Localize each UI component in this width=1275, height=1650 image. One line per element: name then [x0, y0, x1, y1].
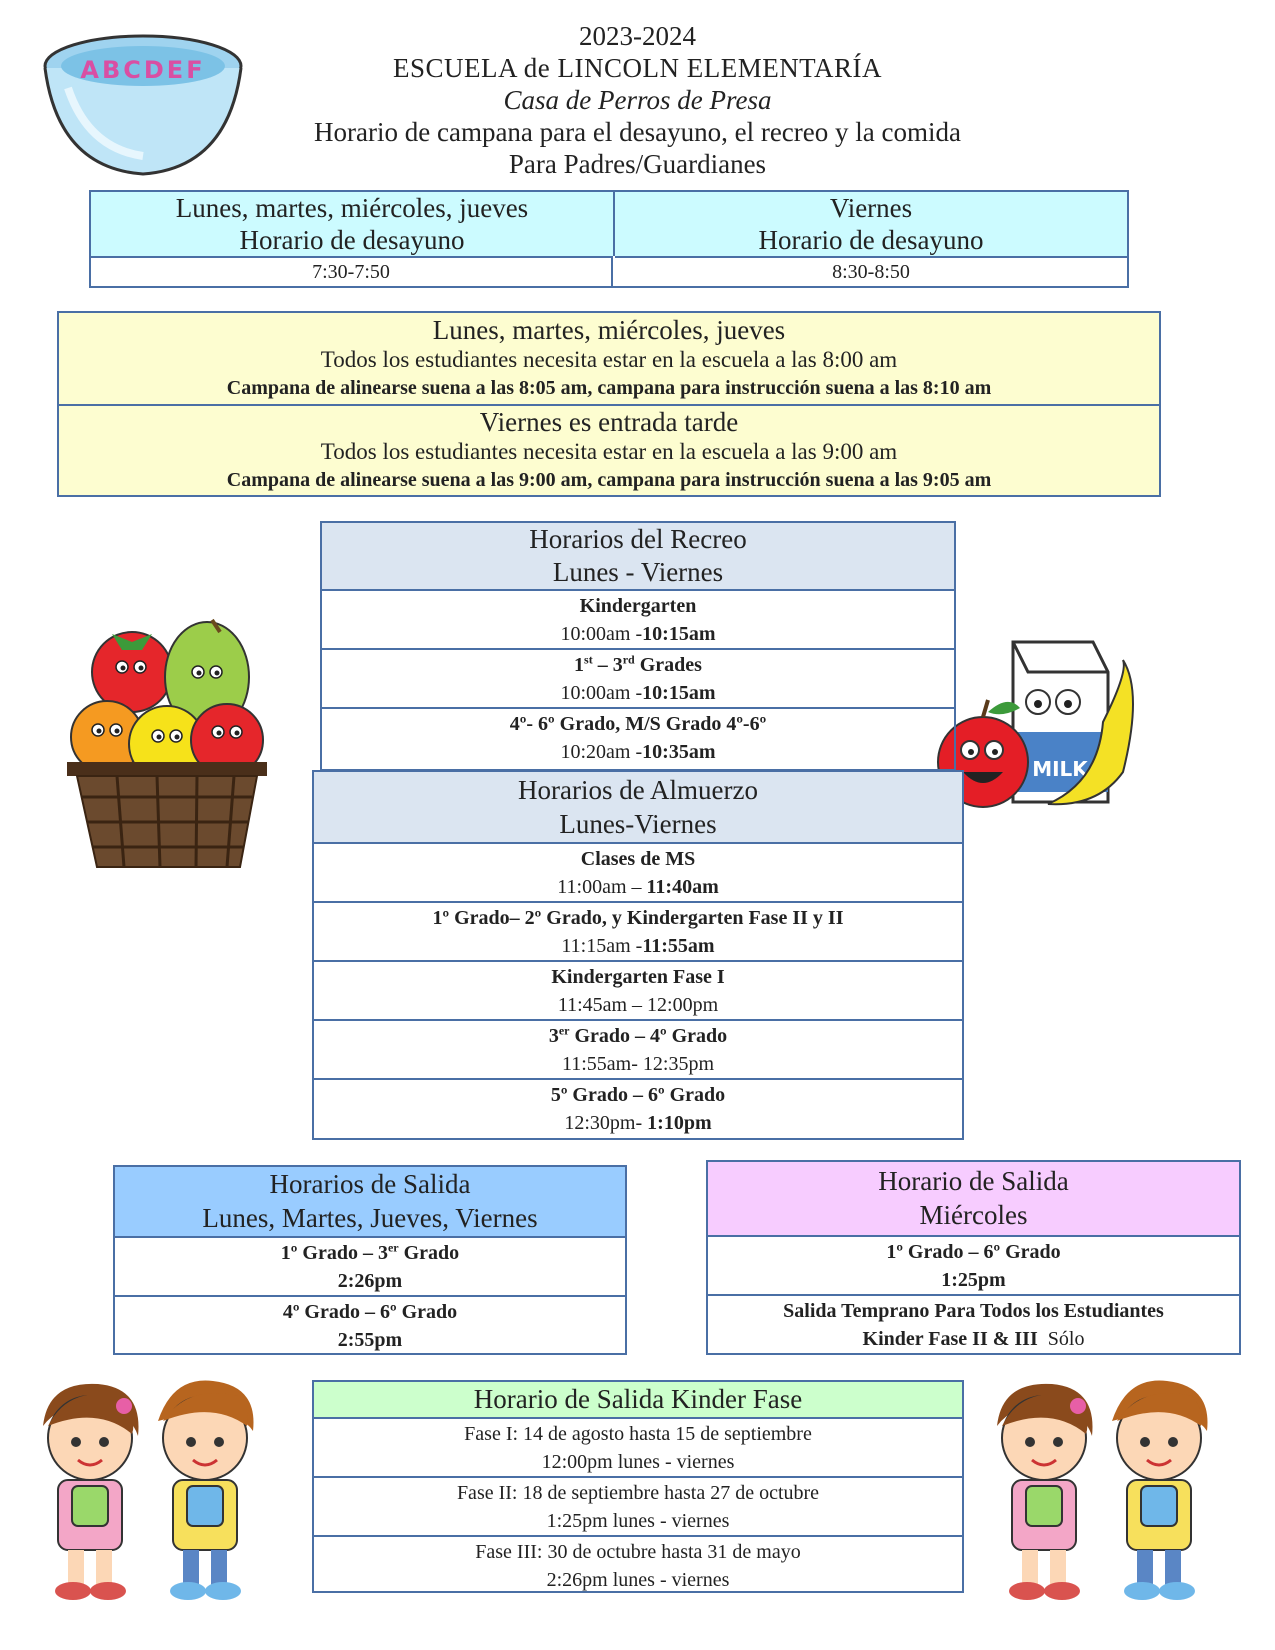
lunch-grade: Clases de MS [580, 848, 696, 870]
kinder-phase-table [312, 1380, 964, 1593]
lunch-title: Horarios de Almuerzo [518, 775, 758, 805]
lunch-grade-sup: er [558, 1023, 570, 1038]
recess-start: 10:20am - [560, 741, 643, 763]
lunch-grade: 1º Grado– 2º Grado, y Kindergarten Fase II y II [432, 907, 844, 929]
cereal-bowl-illustration [38, 28, 248, 178]
lunch-grade-part: 3 [548, 1025, 559, 1047]
recess-row [322, 589, 954, 650]
recess-end: 10:15am [642, 682, 716, 704]
recess-start: 10:00am - [560, 623, 643, 645]
kinder-header [314, 1382, 962, 1417]
breakfast-weekday-header [91, 192, 615, 256]
dismissal-wednesday-time: 1:25pm [941, 1269, 1006, 1291]
school-name: ESCUELA de LINCOLN ELEMENTARÍA [392, 53, 883, 83]
dismissal-regular-row [115, 1295, 625, 1355]
bowl-letters: ABCDEF [80, 56, 206, 84]
lunch-table [312, 770, 964, 1140]
dismissal-wednesday-title: Horario de Salida [878, 1166, 1069, 1196]
dismissal-regular-title: Horarios de Salida [269, 1169, 471, 1199]
lunch-start: 11:15am - [561, 935, 643, 957]
breakfast-weekday-time: 7:30-7:50 [91, 256, 613, 286]
dismissal-regular-row [115, 1236, 625, 1297]
lunch-start: 11:55am- 12:35pm [561, 1053, 715, 1075]
breakfast-table [89, 190, 1129, 288]
kinder-phase: Fase III: 30 de octubre hasta 31 de mayo [475, 1541, 801, 1563]
lunch-grade [314, 1021, 962, 1050]
lunch-start: 11:45am – 12:00pm [557, 994, 719, 1016]
recess-title: Horarios del Recreo [529, 524, 747, 554]
kinder-time: 12:00pm lunes - viernes [541, 1451, 735, 1473]
recess-grade-sup: st [584, 652, 593, 667]
dismissal-regular-grade [115, 1238, 625, 1267]
lunch-end: 1:10pm [647, 1112, 712, 1134]
recess-grade-part: – 3 [592, 654, 623, 676]
arrival-weekday-block [59, 313, 1159, 404]
lunch-row [314, 960, 962, 1021]
lunch-start: 12:30pm- [564, 1112, 648, 1134]
recess-days: Lunes - Viernes [552, 557, 724, 587]
recess-grade-part: 1 [574, 654, 585, 676]
arrival-friday-line: Todos los estudiantes necesita estar en la escuela a las 9:00 am [320, 439, 898, 464]
kinder-title: Horario de Salida Kinder Fase [473, 1384, 803, 1414]
arrival-weekday-line: Todos los estudiantes necesita estar en la escuela a las 8:00 am [320, 347, 898, 372]
children-illustration-right [982, 1376, 1232, 1608]
year-title: 2023-2024 [579, 21, 696, 51]
recess-table [320, 521, 956, 771]
kinder-time: 2:26pm lunes - viernes [546, 1569, 730, 1591]
dismissal-regular-grade: 4º Grado – 6º Grado [282, 1301, 458, 1323]
lunch-row [314, 1078, 962, 1140]
lunch-end: 11:55am [642, 935, 715, 957]
recess-header [322, 523, 954, 589]
dismissal-wednesday-header [708, 1162, 1239, 1235]
lunch-row [314, 901, 962, 962]
dismissal-wednesday-time: Kinder Fase II & III [862, 1328, 1038, 1350]
breakfast-friday-days: Viernes [829, 193, 913, 223]
recess-grade: Kindergarten [579, 595, 697, 617]
dismissal-grade-part: Grado [398, 1242, 460, 1264]
breakfast-friday-time: 8:30-8:50 [615, 256, 1127, 286]
lunch-end: 11:40am [646, 876, 719, 898]
kinder-row [314, 1535, 962, 1593]
dismissal-regular-table [113, 1165, 627, 1355]
arrival-weekday-title: Lunes, martes, miércoles, jueves [432, 315, 786, 345]
lunch-header [314, 772, 962, 842]
breakfast-weekday-label: Horario de desayuno [239, 225, 465, 255]
milk-label: MILK [1032, 757, 1088, 781]
dismissal-regular-header [115, 1167, 625, 1236]
kinder-phase: Fase I: 14 de agosto hasta 15 de septiembre [464, 1423, 812, 1445]
dismissal-wednesday-row [708, 1294, 1239, 1355]
recess-grade-part: Grades [634, 654, 702, 676]
kinder-time: 1:25pm lunes - viernes [546, 1510, 730, 1532]
arrival-friday-bells: Campana de alinearse suena a las 9:00 am, campana para instrucción suena a las 9:05 am [226, 469, 992, 491]
dismissal-wednesday-row [708, 1235, 1239, 1296]
recess-row [322, 707, 954, 771]
lunch-grade-part: Grado – 4º Grado [569, 1025, 728, 1047]
lunch-grade: 5º Grado – 6º Grado [550, 1084, 726, 1106]
recess-grade-sup: rd [622, 652, 635, 667]
dismissal-wednesday-grade: Salida Temprano Para Todos los Estudiantes [783, 1300, 1164, 1322]
arrival-table [57, 311, 1161, 497]
kinder-phase: Fase II: 18 de septiembre hasta 27 de octubre [456, 1482, 820, 1504]
school-motto: Casa de Perros de Presa [503, 85, 772, 115]
breakfast-friday-header [615, 192, 1127, 256]
arrival-friday-block [59, 404, 1159, 497]
lunch-days: Lunes-Viernes [559, 809, 717, 839]
lunch-grade: Kindergarten Fase I [551, 966, 725, 988]
arrival-weekday-bells: Campana de alinearse suena a las 8:05 am, campana para instrucción suena a las 8:10 am [226, 377, 992, 399]
kinder-row [314, 1417, 962, 1478]
recess-end: 10:15am [642, 623, 716, 645]
lunch-start: 11:00am – [557, 876, 647, 898]
breakfast-weekday-days: Lunes, martes, miércoles, jueves [175, 193, 529, 223]
dismissal-wednesday-grade: 1º Grado – 6º Grado [886, 1241, 1061, 1263]
fruit-basket-illustration [62, 612, 272, 872]
lunch-row [314, 1019, 962, 1080]
lunch-row [314, 842, 962, 903]
recess-start: 10:00am - [560, 682, 643, 704]
arrival-friday-title: Viernes es entrada tarde [479, 407, 739, 437]
recess-grade [322, 650, 954, 679]
dismissal-wednesday-table [706, 1160, 1241, 1355]
kinder-row [314, 1476, 962, 1537]
dismissal-regular-time: 2:55pm [337, 1329, 403, 1351]
audience-line: Para Padres/Guardianes [508, 149, 767, 179]
dismissal-grade-sup: er [387, 1240, 399, 1255]
dismissal-wednesday-note: Sólo [1047, 1328, 1085, 1350]
recess-end: 10:35am [642, 741, 716, 763]
breakfast-friday-label: Horario de desayuno [758, 225, 984, 255]
dismissal-regular-time: 2:26pm [337, 1270, 403, 1292]
recess-row [322, 648, 954, 709]
dismissal-wednesday-days: Miércoles [919, 1200, 1028, 1230]
children-illustration-left [28, 1376, 278, 1608]
dismissal-regular-days: Lunes, Martes, Jueves, Viernes [202, 1203, 538, 1233]
recess-grade: 4º- 6º Grado, M/S Grado 4º-6º [509, 713, 767, 735]
dismissal-grade-part: 1º Grado – 3 [280, 1242, 388, 1264]
page-subtitle: Horario de campana para el desayuno, el recreo y la comida [314, 117, 961, 147]
